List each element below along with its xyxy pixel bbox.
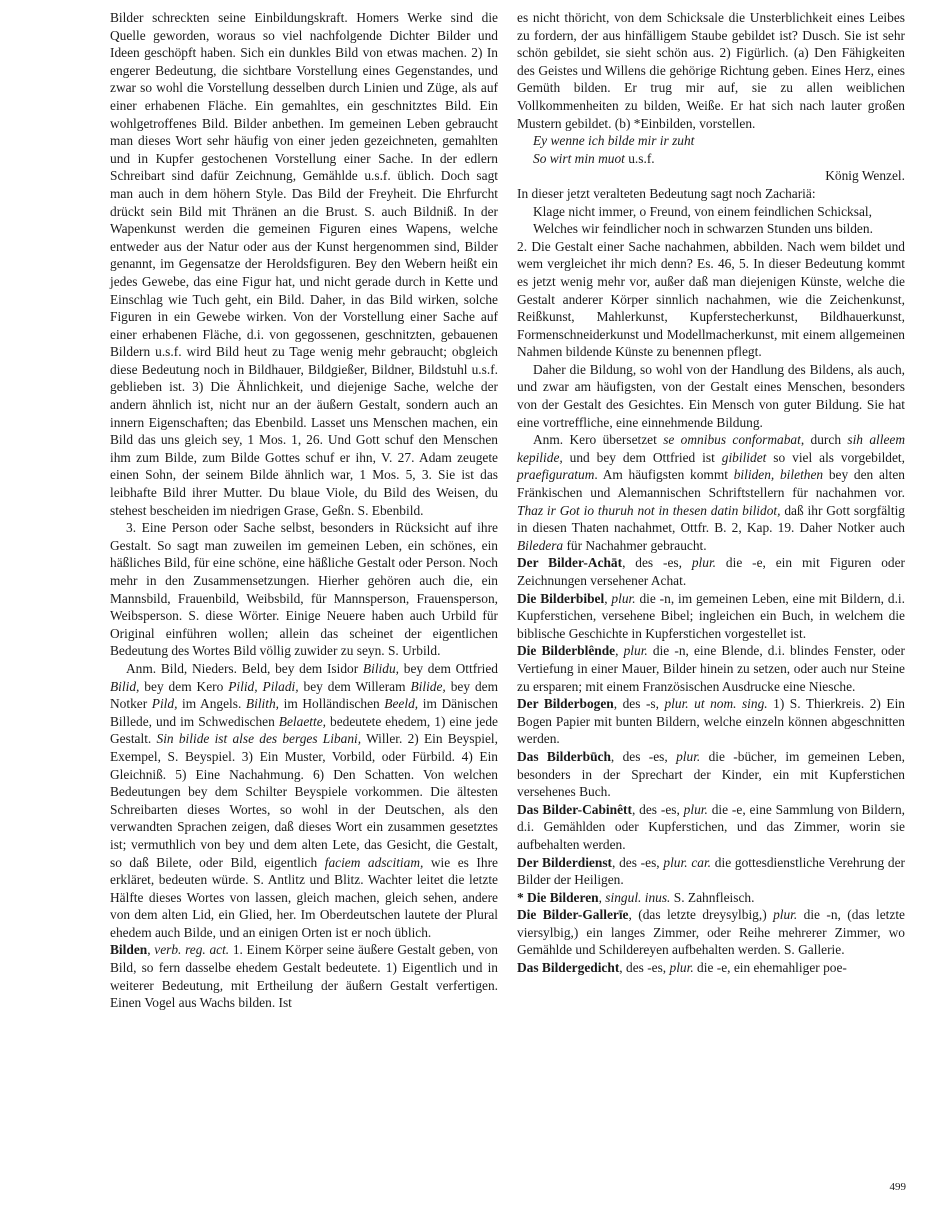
entry-headword: * Die Bilderen (517, 889, 599, 905)
dictionary-entry: * Die Bilderen, singul. inus. S. Zahnfleisch. (517, 889, 755, 905)
dictionary-entry: Der Bilderdienst, des -es, plur. car. die gottesdienstliche Verehrung der Bilder der Heiligen. (517, 854, 905, 888)
quote-line: So wirt min muot u.s.f. (533, 150, 655, 166)
entry-headword: Die Bilderbibel (517, 590, 605, 606)
left-column (110, 9, 498, 1012)
quote-line: Ey wenne ich bilde mir ir zuht (533, 133, 695, 149)
page-number: 499 (889, 1181, 906, 1193)
annotation-paragraph: Anm. Kero übersetzet se omnibus conformabat, durch sih alleem kepilide, und bey dem Ottfried ist gibilidet so viel als vorgebildet, praefiguratum. Am häufigsten kommt biliden, bilethen bey den alten Fränkischen und Alemannischen Schriftstellern für nachahmen vor. Thaz ir Got io thuruh not in thesen datin bilidot, daß ihr Gott sorgfältig in diesen Thaten nachahmet, Ottfr. B. 2, Kap. 19. Daher Notker auch Biledera für Nachahmer gebraucht. (517, 432, 906, 553)
text-paragraph: Bilder schreckten seine Einbildungskraft. Homers Werke sind die Quelle geworden, woraus so viel nachfolgende Dichter Bilder und Ideen geschöpft haben. Sich ein dunkles Bild von etwas machen. 2) In engerer Bedeutung, die sichtbare Vorstellung eines Gegenstandes, und zwar so wohl die Vorstellung desselben durch Linien und Züge, als auf einer erhabenen Fläche. Ein gemahltes, ein geschnitztes Bild. Ein wohlgetroffenes Bild. Bilder anbethen. Im gemeinen Leben gebraucht man dieses Wort sehr häufig von einer jeden gezeichneten, gemahlten und in Kupfer gestochenen Vorstellung einer Sache. In der edlern Schreibart sind dafür Zeichnung, Gemählde u.s.f. üblich. Doch sagt man auch in dem höhern Style. Das Bild der Freyheit. Die Ehrfurcht drückt sein Bild mit Thränen an die Brust. S. auch Bildniß. In der Wapenkunst werden die gemeinen Figuren eines Wapens, welche entweder aus der Natur oder aus der Kunst hergenommen sind, Bilder genannt, im Gegensatze der Heroldsfiguren. Bey den Webern heißt ein jedes Gewebe, das eine Figur hat, und nicht gerade durch in Kette und Einschlag wie Tuch geht, ein Bild. Daher, in das Bild wirken, solche Figuren in ein Gewebe wirken. Von der Vorstellung einer Sache auf einer erhabenen Fläche, d.i. von gegossenen, geschnitzten, gebauenen Bildern u.s.f. wird Bild heut zu Tage wenig mehr gebraucht; obgleich diese Bedeutung noch in Bildhauer, Bildgießer, Bildner, Bildstuhl u.s.f. geblieben ist. 3) Die Ähnlichkeit, und diejenige Sache, welche der andern ähnlich ist, nicht nur an der äußern Gestalt, sondern auch an innern Eigenschaften; das Ebenbild. Lasset uns Menschen machen, ein Bild das uns gleich sey, 1 Mos. 1, 26. Und Gott schuf den Menschen ihm zum Bilde, zum Bilde Gottes schuf er ihn, V. 27. Adam zeugete einen Sohn, der seinem Bilde ähnlich war, 1 Mos. 5, 3. Sie ist das leibhafte Bild ihrer Mutter. Du blaue Viole, du Bild des Weisen, du stehest bescheiden im niedrigen Grase, Geßn. S. Ebenbild. (110, 10, 498, 518)
dictionary-entry: Die Bilderblênde, plur. die -n, eine Blende, d.i. blindes Fenster, oder Vertiefung in einer Mauer, Bilder hinein zu setzen, oder auch nur Steine zu ersparen; mit einem Französischen Ausdrucke eine Niesche. (517, 643, 905, 694)
dictionary-entry: Das Bilder-Cabinêtt, des -es, plur. die -e, eine Sammlung von Bildern, d.i. Gemählden oder Kupferstichen, und das Zimmer, worin sie aufbehalten werden. (517, 801, 906, 852)
dictionary-entry: Die Bilderbibel, plur. die -n, im gemeinen Leben, eine mit Bildern, d.i. Kupferstichen, versehene Bibel; ingleichen ein Buch, in welchem die biblische Geschichte in Kupferstichen vorgestellet ist. (517, 590, 905, 641)
entry-headword: Das Bilder-Cabinêtt (517, 801, 632, 817)
text-paragraph: Daher die Bildung, so wohl von der Handlung des Bildens, als auch, und zwar am häufigsten, von der Gestalt eines Menschen, besonders von der Gestalt des Gesichtes. Ein Mensch von guter Bildung. Sie hat eine vortreffliche, eine einnehmende Bildung. (517, 361, 905, 430)
entry-headword: Das Bilderbūch (517, 748, 611, 764)
entry-headword: Der Bilder-Achāt (517, 555, 623, 571)
quote-attribution: König Wenzel. (825, 168, 905, 184)
entry-headword: Die Bilderblênde (517, 643, 616, 659)
entry-headword: Bilden (110, 942, 148, 958)
dictionary-entry: Das Bilderbūch, des -es, plur. die -bücher, im gemeinen Leben, besonders in der Sprechart der Kinder, ein mit Kupferstichen versehenes Buch. (517, 748, 905, 800)
verse-line: Klage nicht immer, o Freund, von einem feindlichen Schicksal, (533, 203, 872, 219)
entry-headword: Der Bilderdienst (517, 854, 612, 870)
dictionary-entry-bilden: Bilden, verb. reg. act. 1. Einem Körper seine äußere Gestalt geben, von Bild, so fern dasselbe ehedem Gestalt bedeutete. 1) Eigentlich und in weiterer Bedeutung, mit Ertheilung der äußern Gestalt verfertigen. Einen Vogel aus Wachs bilden. Ist (110, 942, 499, 1011)
entry-headword: Der Bilderbogen (517, 696, 614, 712)
entry-headword: Die Bilder-Gallerīe (517, 907, 629, 923)
text-paragraph: es nicht thöricht, von dem Schicksale die Unsterblichkeit eines Leibes zu fordern, der aus hinfälligem Staube gebildet ist? Dusch. Sie ist sehr schön gebildet, sie sieht schön aus. 2) Figürlich. (a) Den Fähigkeiten des Geistes und Willens die gehörige Richtung geben. Eines Herz, eines Gemüth bilden. Er trug mir auf, sie zu allen weiblichen Vollkommenheiten zu bilden, Weiße. Er hat sich nach lauter großen Mustern gebildet. (b) *Einbilden, vorstellen. (517, 10, 905, 131)
annotation-paragraph: Anm. Bild, Nieders. Beld, bey dem Isidor Bilidu, bey dem Ottfried Bilid, bey dem Kero Pilid, Piladi, bey dem Willeram Bilide, bey dem Notker Pild, im Angels. Bilith, im Holländischen Beeld, im Dänischen Billede, und im Schwedischen Belaette, bedeutete ehedem, 1) eine jede Gestalt. Sin bilide ist alse des berges Libani, Willer. 2) Ein Beyspiel, Exempel, S. Beyspiel. 3) Ein Muster, Vorbild, oder Fürbild. 4) Ein Gleichniß. 5) Eine Nachahmung. 6) Den Schatten. Von welchen Bedeutungen bey dem Schilter Beyspiele vorkommen. Die ältesten Schreibarten dieses Wortes, so wohl in der Deutschen, als den verwandten Sprachen zeigen, daß dieses Wort ein zusammen gesetztes ist; vermuthlich von bey und dem alten Lete, das Gesicht, die Gestalt, so daß Bilete, oder Bild, eigentlich faciem adscitiam, wie es Ihre erkläret, bedeuten würde. S. Antlitz und Blitz. Wachter leitet die letzte Hälfte dieses Wortes von lassen, gleich machen, gleich sehen, andere von dem alten Lid, ein Glied, her. Im Oberdeutschen lautete der Plural ehedem auch Bilde, und an einigen Orten ist er noch üblich. (110, 660, 499, 940)
dictionary-entry: Der Bilderbogen, des -s, plur. ut nom. sing. 1) S. Thierkreis. 2) Ein Bogen Papier mit bunten Bildern, welche einzeln können abgeschnitten werden. (517, 696, 905, 747)
dictionary-entry: Der Bilder-Achāt, des -es, plur. die -e, ein mit Figuren oder Zeichnungen versehener Achat. (517, 555, 906, 588)
dictionary-entry: Das Bildergedicht, des -es, plur. die -e, ein ehemahliger poe- (517, 960, 847, 976)
dictionary-entry: Die Bilder-Gallerīe, (das letzte dreysylbig,) plur. die -n, (das letzte viersylbig,) ein langes Zimmer, oder Reihe mehrerer Zimmer, wo Gemählde und Schildereyen aufbehalten werden. S. Gallerie. (517, 907, 905, 958)
right-column (517, 9, 905, 977)
entry-headword: Das Bildergedicht (517, 960, 620, 976)
text-paragraph: 3. Eine Person oder Sache selbst, besonders in Rücksicht auf ihre Gestalt. So sagt man zuweilen im gemeinen Leben, ein schönes, ein häßliches Bild, für eine schöne, eine häßliche Gestalt oder Person. Noch mehr in den Zusammensetzungen. Hierher gehören auch die, ein Mannsbild, Frauenbild, Weibsbild, für Mannsperson, Frauensperson, Weibsperson. S. diese Wörter. Einige Neuere haben auch Urbild für Original einführen wollen; allein das scheinet der eigentlichen Bedeutung des Wortes Bild völlig zuwider zu seyn. S. Urbild. (110, 520, 498, 659)
text-paragraph: In dieser jetzt veralteten Bedeutung sagt noch Zachariä: (517, 185, 816, 201)
verse-line: Welches wir feindlicher noch in schwarzen Stunden uns bilden. (533, 221, 873, 237)
text-paragraph: 2. Die Gestalt einer Sache nachahmen, abbilden. Nach wem bildet und wem vergleichet ihr mich denn? Es. 46, 5. In dieser Bedeutung kommt es jetzt wenig mehr vor, außer daß man diejenigen Künste, welche die Gestalt anderer Körper sinnlich nachahmen, wie die Zeichenkunst, Reißkunst, Mahlerkunst, Kupferstecherkunst, Bildhauerkunst, Formenschneiderkunst und Modellmacherkunst, mit einem allgemeinen Nahmen bildende Künste zu benennen pflegt. (517, 238, 905, 360)
